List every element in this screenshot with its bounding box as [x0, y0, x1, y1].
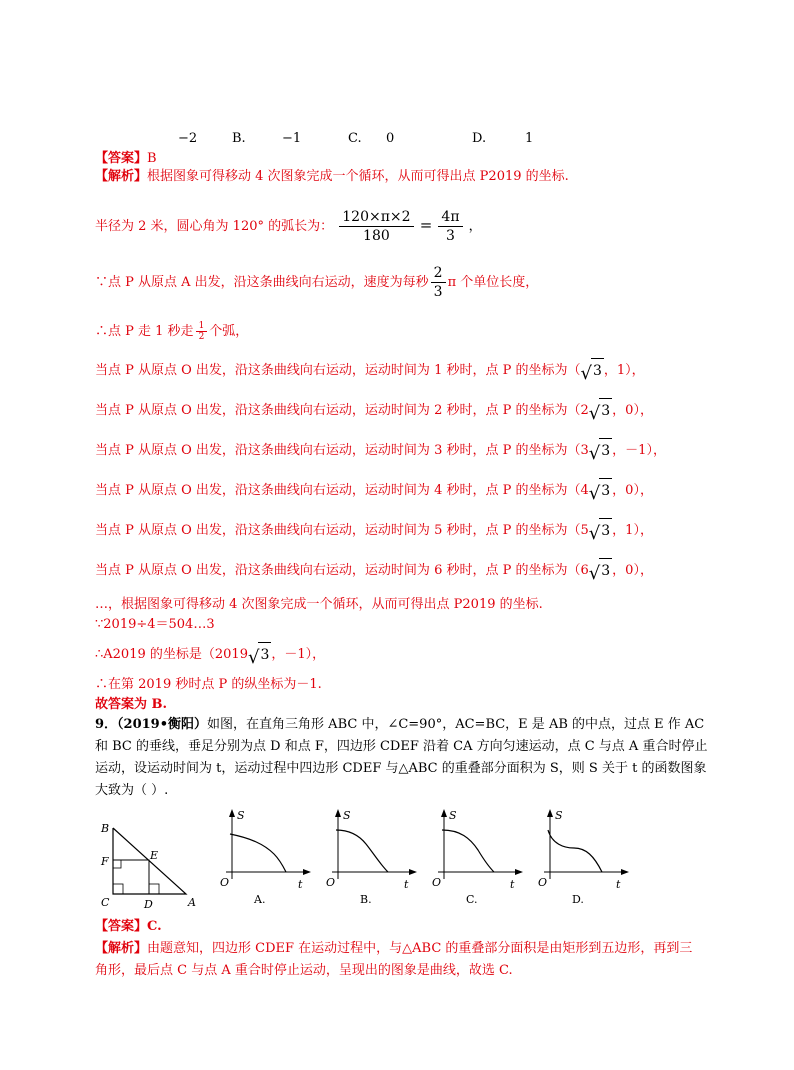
- step-prefix: 当点 P 从原点 O 出发，沿这条曲线向右运动，运动时间为 4 秒时，点 P 的坐标为（4: [95, 483, 589, 498]
- sqrt-symbol: √ 3: [580, 358, 603, 383]
- step-suffix: ，0），: [612, 403, 653, 418]
- origin-label: O: [326, 876, 336, 889]
- question-source: （2019•衡阳）: [117, 717, 208, 732]
- sqrt-radicand: 3: [599, 518, 612, 543]
- division-line: ∵2019÷4＝504…3: [95, 617, 215, 632]
- step-suffix: ，1），: [612, 523, 653, 538]
- step-prefix: 当点 P 从原点 O 出发，沿这条曲线向右运动，运动时间为 5 秒时，点 P 的坐标为（5: [95, 523, 589, 538]
- ycoord-line: ∴在第 2019 秒时点 P 的纵坐标为－1.: [95, 677, 322, 692]
- label-b: B: [101, 822, 110, 835]
- graph-option-label: C.: [466, 893, 478, 906]
- sqrt-symbol: √ 3: [589, 478, 612, 503]
- analysis-text: 根据图象可得移动 4 次图象完成一个循环，从而可得出点 P2019 的坐标.: [147, 169, 569, 184]
- origin-label: O: [220, 876, 230, 889]
- answer-2-tag: 【答案】: [95, 919, 148, 934]
- sqrt-radicand: 3: [258, 642, 271, 667]
- step-line: [95, 518, 653, 543]
- step-prefix: 当点 P 从原点 O 出发，沿这条曲线向右运动，运动时间为 1 秒时，点 P 的坐标为（: [95, 363, 581, 378]
- arrow-right-icon: [303, 869, 311, 875]
- arrow-right-icon: [621, 869, 629, 875]
- speed-suffix: π 个单位长度，: [447, 275, 539, 290]
- arc-suffix: ，: [468, 219, 482, 234]
- step-line: [95, 558, 653, 583]
- sqrt-radicand: 3: [599, 398, 612, 423]
- function-graph: [424, 806, 524, 906]
- half-fraction: [196, 321, 208, 342]
- right-angle-d: [149, 884, 159, 894]
- arrow-up-icon: [229, 809, 235, 817]
- graph-option-label: B.: [360, 893, 372, 906]
- step-suffix: ，0），: [612, 563, 653, 578]
- arc-fraction-den: 180: [363, 228, 390, 244]
- analysis-2-text-1: 由题意知，四边形 CDEF 在运动过程中，与△ABC 的重叠部分面积是由矩形到五边形，再到三: [147, 941, 693, 956]
- step-prefix: 当点 P 从原点 O 出发，沿这条曲线向右运动，运动时间为 6 秒时，点 P 的坐标为（6: [95, 563, 589, 578]
- analysis-2-tag: 【解析】: [95, 941, 148, 956]
- analysis-2-line-2: 角形，最后点 C 与点 A 重合时停止运动，呈现出的图象是曲线，故选 C.: [95, 963, 513, 978]
- question-9-line-1: [95, 716, 704, 734]
- half-fraction-den: 2: [198, 332, 205, 342]
- half-arc-suffix: 个弧，: [209, 324, 249, 339]
- half-arc-line: [95, 320, 248, 344]
- answer-value: B: [147, 151, 157, 166]
- question-number: 9．: [95, 717, 118, 732]
- question-9-line-2: 和 BC 的垂线，垂足分别为点 D 和点 F，四边形 CDEF 沿着 CA 方向匀速运动，点 C 与点 A 重合时停止: [95, 739, 708, 754]
- arc-result-den: 3: [446, 228, 455, 244]
- sqrt-radicand: 3: [599, 478, 612, 503]
- triangle-figure: [98, 818, 202, 910]
- axis-label-t: t: [616, 878, 621, 891]
- answer-2-value: C.: [147, 919, 162, 934]
- label-a: A: [188, 896, 196, 909]
- step-suffix: ，－1），: [612, 443, 666, 458]
- speed-prefix: ∵点 P 从原点 A 出发，沿这条曲线向右运动，速度为每秒: [95, 275, 429, 290]
- option-b-label: B.: [232, 131, 246, 146]
- analysis-2-line-1: [95, 940, 692, 958]
- graph-option-label: A.: [254, 893, 266, 906]
- function-curve: [548, 830, 602, 872]
- arrow-right-icon: [515, 869, 523, 875]
- axis-label-s: S: [555, 809, 563, 822]
- function-graph: [212, 806, 312, 906]
- a2019-prefix: ∴A2019 的坐标是（2019: [95, 647, 248, 662]
- step-prefix: 当点 P 从原点 O 出发，沿这条曲线向右运动，运动时间为 2 秒时，点 P 的坐标为（2: [95, 403, 589, 418]
- step-line: [95, 478, 653, 503]
- equals-sign: =: [419, 216, 433, 234]
- option-b-value: −1: [282, 131, 302, 146]
- arrow-right-icon: [409, 869, 417, 875]
- sqrt-radicand: 3: [599, 558, 612, 583]
- speed-line: [95, 264, 538, 302]
- a2019-line: [95, 642, 325, 667]
- axis-label-t: t: [298, 878, 303, 891]
- right-angle-f: [113, 860, 121, 868]
- option-a-value: −2: [178, 131, 198, 146]
- axis-label-t: t: [510, 878, 515, 891]
- label-f: F: [101, 855, 109, 868]
- a2019-suffix: ，－1），: [271, 647, 326, 662]
- function-curve: [230, 834, 286, 872]
- option-d-label: D.: [472, 131, 487, 146]
- arc-length-line: [95, 206, 482, 246]
- arc-result-num: 4π: [438, 208, 462, 227]
- half-fraction-num: 1: [196, 321, 208, 332]
- sqrt-symbol: √ 3: [248, 642, 271, 667]
- option-c-value: 0: [386, 131, 395, 146]
- answer-2-line: [95, 918, 162, 936]
- step-line: [95, 398, 653, 423]
- label-c: C: [101, 896, 110, 909]
- function-graph: [530, 806, 630, 906]
- origin-label: O: [432, 876, 442, 889]
- rectangle-cdef: [113, 860, 149, 894]
- graph-option-label: D.: [572, 893, 584, 906]
- analysis-tag: 【解析】: [95, 169, 148, 184]
- answer-tag: 【答案】: [95, 151, 148, 166]
- step-suffix: ，1），: [603, 363, 645, 378]
- sqrt-symbol: √ 3: [589, 398, 612, 423]
- label-d: D: [144, 898, 153, 910]
- function-curve: [336, 830, 388, 872]
- step-suffix: ，0），: [612, 483, 653, 498]
- sqrt-symbol: √ 3: [589, 438, 612, 463]
- sqrt-radicand: 3: [599, 438, 612, 463]
- arc-fraction-num: 120×π×2: [339, 208, 413, 227]
- arc-result-fraction: [438, 208, 462, 245]
- step-prefix: 当点 P 从原点 O 出发，沿这条曲线向右运动，运动时间为 3 秒时，点 P 的坐标为（3: [95, 443, 589, 458]
- analysis-line: [95, 168, 569, 186]
- step-line: [95, 438, 666, 463]
- speed-fraction-num: 2: [431, 264, 446, 283]
- arrow-up-icon: [335, 809, 341, 817]
- speed-fraction-den: 3: [433, 284, 443, 300]
- question-9-line-4: 大致为（ ）.: [95, 783, 169, 798]
- question-9-line-3: 运动，设运动时间为 t，运动过程中四边形 CDEF 与△ABC 的重叠部分面积为 S，则 S 关于 t 的函数图象: [95, 761, 707, 776]
- arrow-up-icon: [547, 809, 553, 817]
- conclusion-line: 故答案为 B.: [95, 697, 168, 712]
- arc-length-prefix: 半径为 2 米，圆心角为 120° 的弧长为：: [95, 219, 334, 234]
- function-curve: [442, 830, 494, 872]
- half-arc-prefix: ∴点 P 走 1 秒走: [95, 324, 194, 339]
- right-angle-c: [113, 884, 123, 894]
- arrow-up-icon: [441, 809, 447, 817]
- function-graph: [318, 806, 418, 906]
- origin-label: O: [538, 876, 548, 889]
- sqrt-radicand: 3: [591, 358, 604, 383]
- arc-fraction: [339, 208, 413, 245]
- option-d-value: 1: [525, 131, 534, 146]
- axis-label-s: S: [237, 809, 245, 822]
- step-line: [95, 358, 645, 383]
- cycle-line: …，根据图象可得移动 4 次图象完成一个循环，从而可得出点 P2019 的坐标.: [95, 597, 543, 612]
- answer-line: [95, 150, 157, 168]
- question-text-1: 如图，在直角三角形 ABC 中，∠C=90°，AC=BC，E 是 AB 的中点，过点 E 作 AC: [207, 717, 705, 732]
- axis-label-s: S: [343, 809, 351, 822]
- speed-fraction: [431, 264, 446, 301]
- label-e: E: [150, 849, 159, 862]
- sqrt-symbol: √ 3: [589, 558, 612, 583]
- axis-label-s: S: [449, 809, 457, 822]
- axis-label-t: t: [404, 878, 409, 891]
- option-c-label: C.: [348, 131, 362, 146]
- sqrt-symbol: √ 3: [589, 518, 612, 543]
